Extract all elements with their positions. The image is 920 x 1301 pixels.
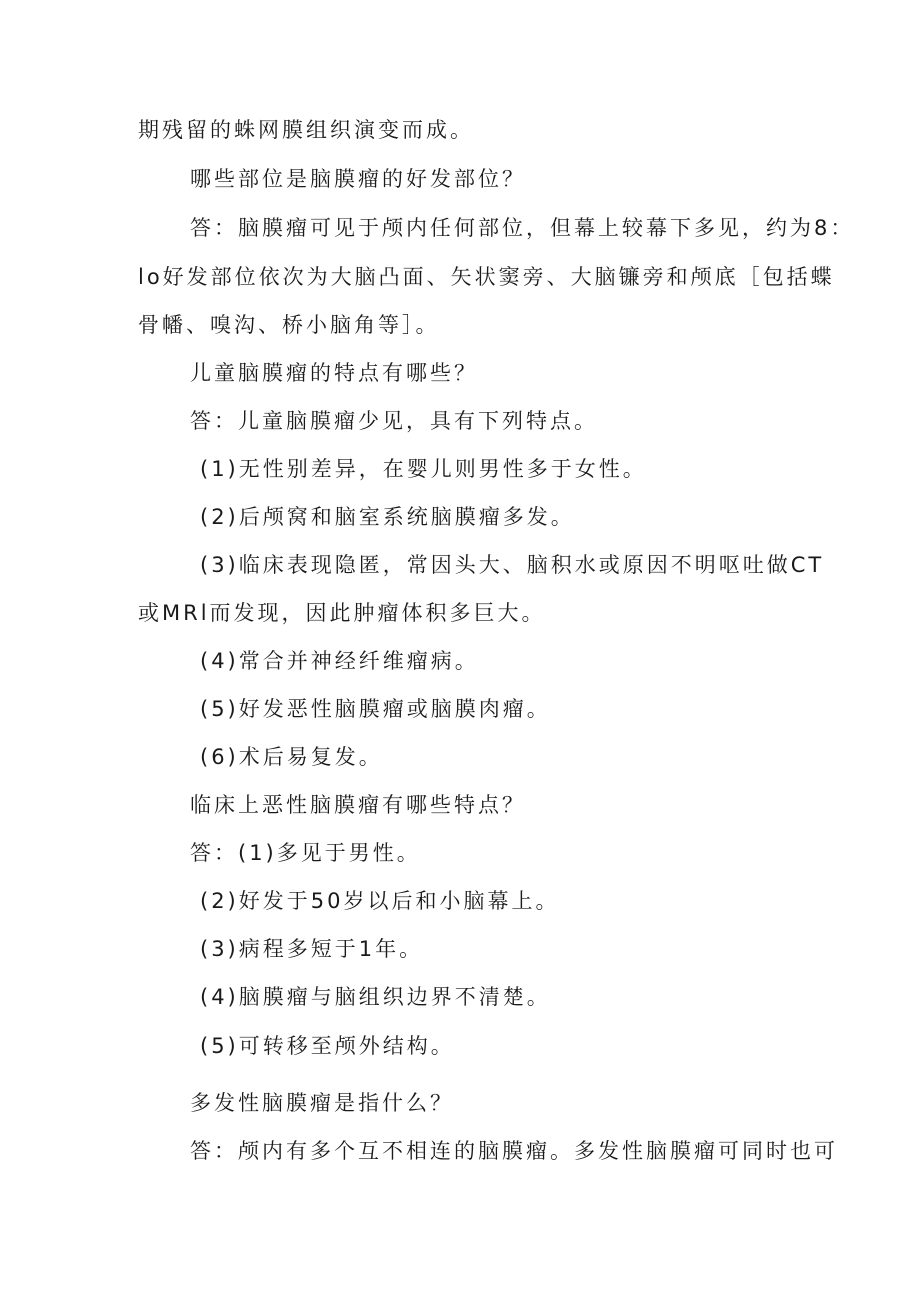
list-item: (3)病程多短于1年。 bbox=[200, 937, 424, 961]
list-item: (5)好发恶性脑膜瘤或脑膜肉瘤。 bbox=[200, 697, 551, 721]
body-text-line: lo好发部位依次为大脑凸面、矢状窦旁、大脑镰旁和颅底［包括蝶 bbox=[138, 265, 835, 289]
question-heading: 多发性脑膜瘤是指什么？ bbox=[190, 1091, 454, 1115]
question-heading: 哪些部位是脑膜瘤的好发部位？ bbox=[190, 167, 526, 191]
body-text-line: 或MRl而发现，因此肿瘤体积多巨大。 bbox=[138, 601, 546, 625]
list-item: (1)无性别差异，在婴儿则男性多于女性。 bbox=[200, 457, 647, 481]
list-item: (2)后颅窝和脑室系统脑膜瘤多发。 bbox=[200, 505, 575, 529]
list-item: (5)可转移至颅外结构。 bbox=[200, 1034, 455, 1058]
question-heading: 儿童脑膜瘤的特点有哪些？ bbox=[190, 361, 478, 385]
answer-line: 答：颅内有多个互不相连的脑膜瘤。多发性脑膜瘤可同时也可 bbox=[190, 1139, 838, 1163]
body-text-line: 骨幡、嗅沟、桥小脑角等］。 bbox=[138, 313, 440, 337]
body-text-line: 期残留的蛛网膜组织演变而成。 bbox=[138, 118, 474, 142]
question-heading: 临床上恶性脑膜瘤有哪些特点？ bbox=[190, 793, 526, 817]
answer-line: 答：(1)多见于男性。 bbox=[190, 841, 421, 865]
list-item: (6)术后易复发。 bbox=[200, 745, 383, 769]
list-item: (4)常合并神经纤维瘤病。 bbox=[200, 649, 479, 673]
list-item: (2)好发于50岁以后和小脑幕上。 bbox=[200, 889, 560, 913]
answer-line: 答：脑膜瘤可见于颅内任何部位，但幕上较幕下多见，约为8： bbox=[190, 216, 855, 240]
list-item: (4)脑膜瘤与脑组织边界不清楚。 bbox=[200, 985, 551, 1009]
answer-line: 答：儿童脑膜瘤少见，具有下列特点。 bbox=[190, 409, 598, 433]
list-item: (3)临床表现隐匿，常因头大、脑积水或原因不明呕吐做CT bbox=[200, 553, 825, 577]
